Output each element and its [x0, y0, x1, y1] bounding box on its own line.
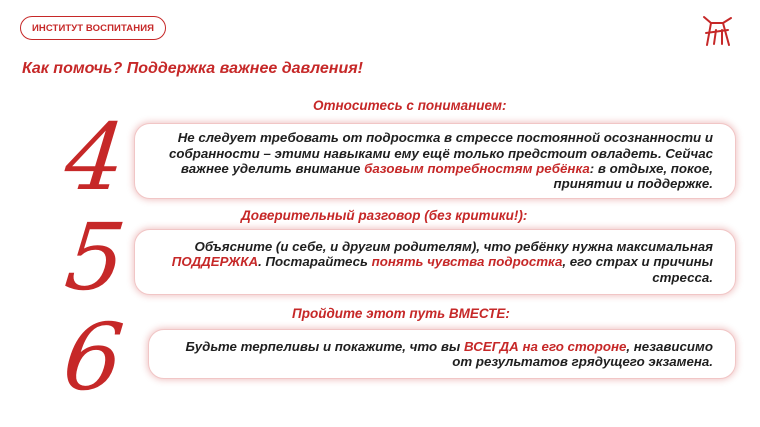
section-6-heading: Пройдите этот путь ВМЕСТЕ: — [292, 306, 510, 321]
section-6-number: 6 — [58, 304, 129, 411]
section-5-number: 5 — [60, 204, 131, 311]
section-5-card — [134, 229, 736, 295]
institute-badge: ИНСТИТУТ ВОСПИТАНИЯ — [20, 16, 166, 40]
section-5-highlight-2: понять чувства подростка — [371, 254, 563, 270]
section-4-highlight: базовым потребностям ребёнка — [364, 161, 590, 176]
section-5-highlight-1: ПОДДЕРЖКА — [171, 254, 259, 270]
section-4-text: Не следует требовать от подростка в стрессе постоянной осознанности и собранности – этими навыками ему ещё только предстоит овладеть. Сейчас важнее уделить внимание базовым потребностям ребёнка: в отдыхе, покое, принятии и поддержке. — [168, 130, 713, 192]
section-4-card — [134, 123, 736, 199]
section-4-number: 4 — [60, 104, 131, 211]
section-6-highlight: ВСЕГДА на его стороне — [463, 338, 627, 354]
section-4-heading: Относитесь с пониманием: — [313, 98, 507, 113]
section-5-text: Объясните (и себе, и другим родителям), что ребёнку нужна максимальная ПОДДЕРЖКА. Постарайтесь понять чувства подростка, его страх и причины стресса. — [171, 238, 713, 285]
page-title: Как помочь? Поддержка важнее давления! — [22, 60, 363, 77]
section-6-card — [148, 329, 736, 379]
chair-icon — [698, 14, 738, 48]
section-5-heading: Доверительный разговор (без критики!): — [241, 208, 528, 223]
section-6-text: Будьте терпеливы и покажите, что вы ВСЕГДА на его стороне, независимо от результатов грядущего экзамена. — [185, 338, 713, 369]
